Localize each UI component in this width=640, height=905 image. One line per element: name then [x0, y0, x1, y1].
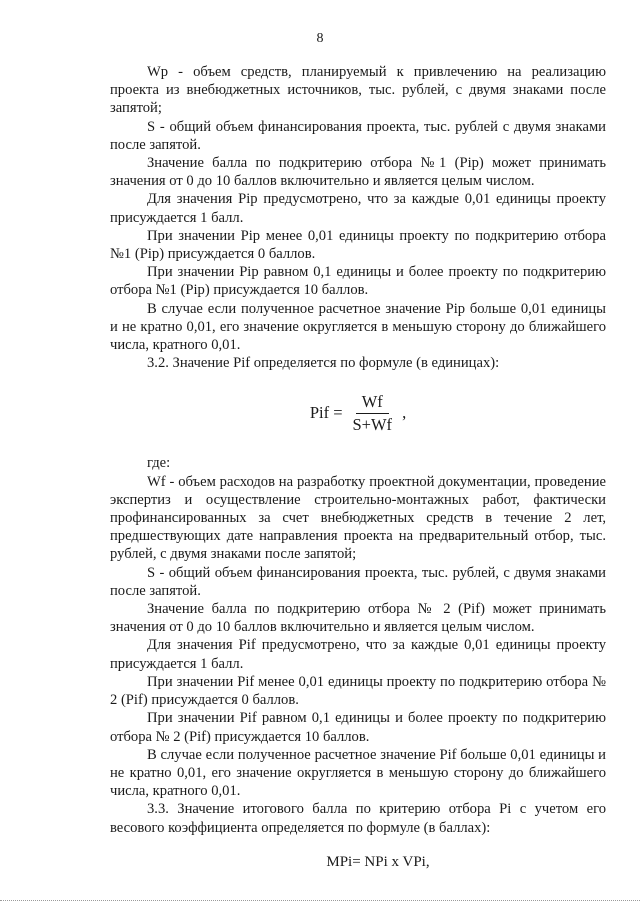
formula-pif-suffix: , [402, 403, 407, 423]
paragraph-pif-min: При значении Pif менее 0,01 единицы проекту по подкритерию отбора № 2 (Pif) присуждается 0 баллов. [110, 673, 606, 709]
formula-pif-numerator: Wf [356, 393, 389, 414]
formula-pif-denominator: S+Wf [352, 414, 393, 434]
formula-pif [110, 372, 606, 454]
bottom-dotted-rule [0, 900, 640, 901]
paragraph-wp-definition: Wp - объем средств, планируемый к привлечению на реализацию проекта из внебюджетных источников, тыс. рублей, с двумя знаками после запятой; [110, 64, 606, 117]
where-label: где: [147, 455, 171, 472]
formula-pif-lhs: Pif = [309, 403, 343, 423]
paragraph-section-3-3: 3.3. Значение итогового балла по критерию отбора Pi с учетом его весового коэффициента определяется по формуле (в баллах): [110, 801, 606, 836]
paragraph-pip-scoring: Для значения Pip предусмотрено, что за каждые 0,01 единицы проекту присуждается 1 балл. [110, 191, 606, 226]
page-number: 8 [316, 31, 324, 46]
paragraph-pif-scoring: Для значения Pif предусмотрено, что за каждые 0,01 единицы проекту присуждается 1 балл. [110, 637, 606, 672]
formula-mpi: MPi= NPi x VPi, [326, 853, 430, 870]
paragraph-pif-rounding: В случае если полученное расчетное значение Pif больше 0,01 единицы и не кратно 0,01, его значение округляется в меньшую сторону до ближайшего числа, кратного 0,01. [110, 746, 606, 800]
document-body [110, 63, 606, 871]
paragraph-s-definition-2: S - общий объем финансирования проекта, тыс. рублей, с двумя знаками после запятой. [110, 564, 606, 599]
paragraph-section-3-2: 3.2. Значение Pif определяется по формуле (в единицах): [147, 355, 500, 372]
paragraph-s-definition: S - общий объем финансирования проекта, тыс. рублей с двумя знаками после запятой. [110, 118, 606, 153]
paragraph-pif-max: При значении Pif равном 0,1 единицы и более проекту по подкритерию отбора № 2 (Pif) присуждается 10 баллов. [110, 710, 606, 745]
paragraph-pip-rounding: В случае если полученное расчетное значение Pip больше 0,01 единицы и не кратно 0,01, его значение округляется в меньшую сторону до ближайшего числа, кратного 0,01. [110, 300, 606, 354]
paragraph-pip-max: При значении Pip равном 0,1 единицы и более проекту по подкритерию отбора №1 (Pip) присуждается 10 баллов. [110, 264, 606, 299]
paragraph-pif-range: Значение балла по подкритерию отбора № 2 (Pif) может принимать значения от 0 до 10 баллов включительно и является целым числом. [110, 601, 606, 636]
paragraph-pip-range: Значение балла по подкритерию отбора №1 (Pip) может принимать значения от 0 до 10 баллов включительно и является целым числом. [110, 155, 606, 190]
formula-pif-fraction [347, 393, 399, 434]
paragraph-wf-definition: Wf - объем расходов на разработку проектной документации, проведение экспертиз и осуществление строительно-монтажных работ, фактически профинансированных за счет внебюджетных средств в течение 2 лет, предшествующих дате направления проекта на предварительный отбор, тыс. рублей, с двумя знаками после запятой; [110, 473, 606, 563]
paragraph-pip-min: При значении Pip менее 0,01 единицы проекту по подкритерию отбора №1 (Pip) присуждается 0 баллов. [110, 227, 606, 263]
